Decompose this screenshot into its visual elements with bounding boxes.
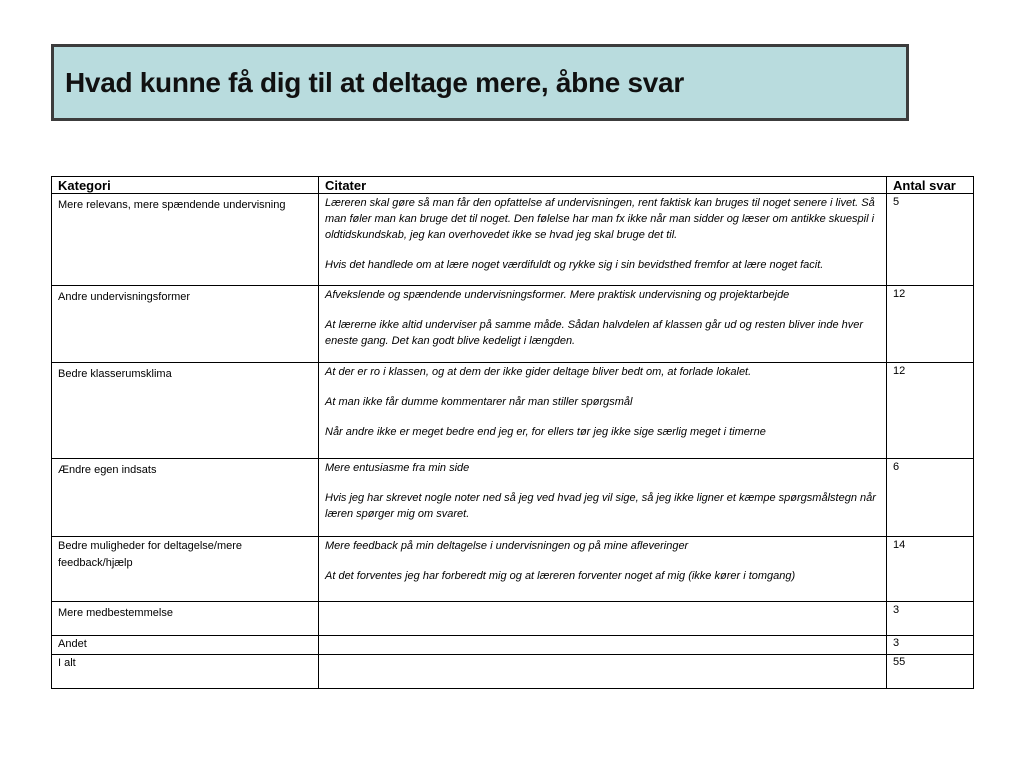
table-row [52,602,974,636]
table-row [52,286,974,363]
quote-text: Afvekslende og spændende undervisningsformer. Mere praktisk undervisning og projektarbejde [325,289,790,301]
quote-text: Mere feedback på min deltagelse i undervisningen og på mine afleveringer [325,540,689,552]
count-cell: 14 [887,537,974,602]
quotes-cell [319,459,887,537]
category-cell: Andre undervisningsformer [52,286,319,363]
quotes-cell [319,286,887,363]
quotes-cell [319,537,887,602]
quotes-cell [319,194,887,286]
table-row [52,537,974,602]
quote-text: At man ikke får dumme kommentarer når man stiller spørgsmål [325,396,633,408]
quote-text: At lærerne ikke altid underviser på samme måde. Sådan halvdelen af klassen går ud og resten bliver inde hver eneste gang. Det kan godt blive kedeligt i længden. [325,319,864,347]
quote-text: Når andre ikke er meget bedre end jeg er, for ellers tør jeg ikke sige særlig meget i timerne [325,426,766,438]
table-header-row [52,177,974,194]
header-antal-svar: Antal svar [887,177,974,194]
category-cell: Bedre klasserumsklima [52,363,319,459]
category-cell: Bedre muligheder for deltagelse/mere feedback/hjælp [52,537,319,602]
quotes-cell [319,363,887,459]
table-row [52,459,974,537]
count-cell: 55 [887,655,974,689]
category-cell: I alt [52,655,319,689]
count-cell: 5 [887,194,974,286]
title-box [51,44,909,121]
quote-text: At der er ro i klassen, og at dem der ikke gider deltage bliver bedt om, at forlade lokalet. [325,366,752,378]
table-row [52,363,974,459]
category-cell: Mere medbestemmelse [52,602,319,636]
category-cell: Andet [52,636,319,655]
table-row [52,655,974,689]
quote-text: Hvis jeg har skrevet nogle noter ned så jeg ved hvad jeg vil sige, så jeg ikke ligner et kæmpe spørgsmålstegn når læren spørger mig om svaret. [325,492,876,520]
responses-table [51,176,974,689]
count-cell: 3 [887,636,974,655]
quotes-cell [319,602,887,636]
quote-text: Hvis det handlede om at lære noget værdifuldt og rykke sig i sin bevidsthed fremfor at lære noget facit. [325,259,824,271]
header-kategori: Kategori [52,177,319,194]
quotes-cell [319,655,887,689]
quote-text: Mere entusiasme fra min side [325,462,470,474]
page-title: Hvad kunne få dig til at deltage mere, åbne svar [65,66,684,98]
category-cell: Ændre egen indsats [52,459,319,537]
count-cell: 12 [887,286,974,363]
quote-text: At det forventes jeg har forberedt mig og at læreren forventer noget af mig (ikke kører i tomgang) [325,570,796,582]
table-row [52,636,974,655]
table-row [52,194,974,286]
quotes-cell [319,636,887,655]
count-cell: 3 [887,602,974,636]
quote-text: Læreren skal gøre så man får den opfattelse af undervisningen, rent faktisk kan bruges til noget senere i livet. Så man føler man kan bruge det til noget. Den følelse har man fx ikke når man sidder og læser om antikke skuespil i oldtidskundskab, jeg kan overhovedet ikke se hvad jeg skal bruge det til. [325,197,875,241]
header-citater: Citater [319,177,887,194]
category-cell: Mere relevans, mere spændende undervisning [52,194,319,286]
count-cell: 12 [887,363,974,459]
count-cell: 6 [887,459,974,537]
